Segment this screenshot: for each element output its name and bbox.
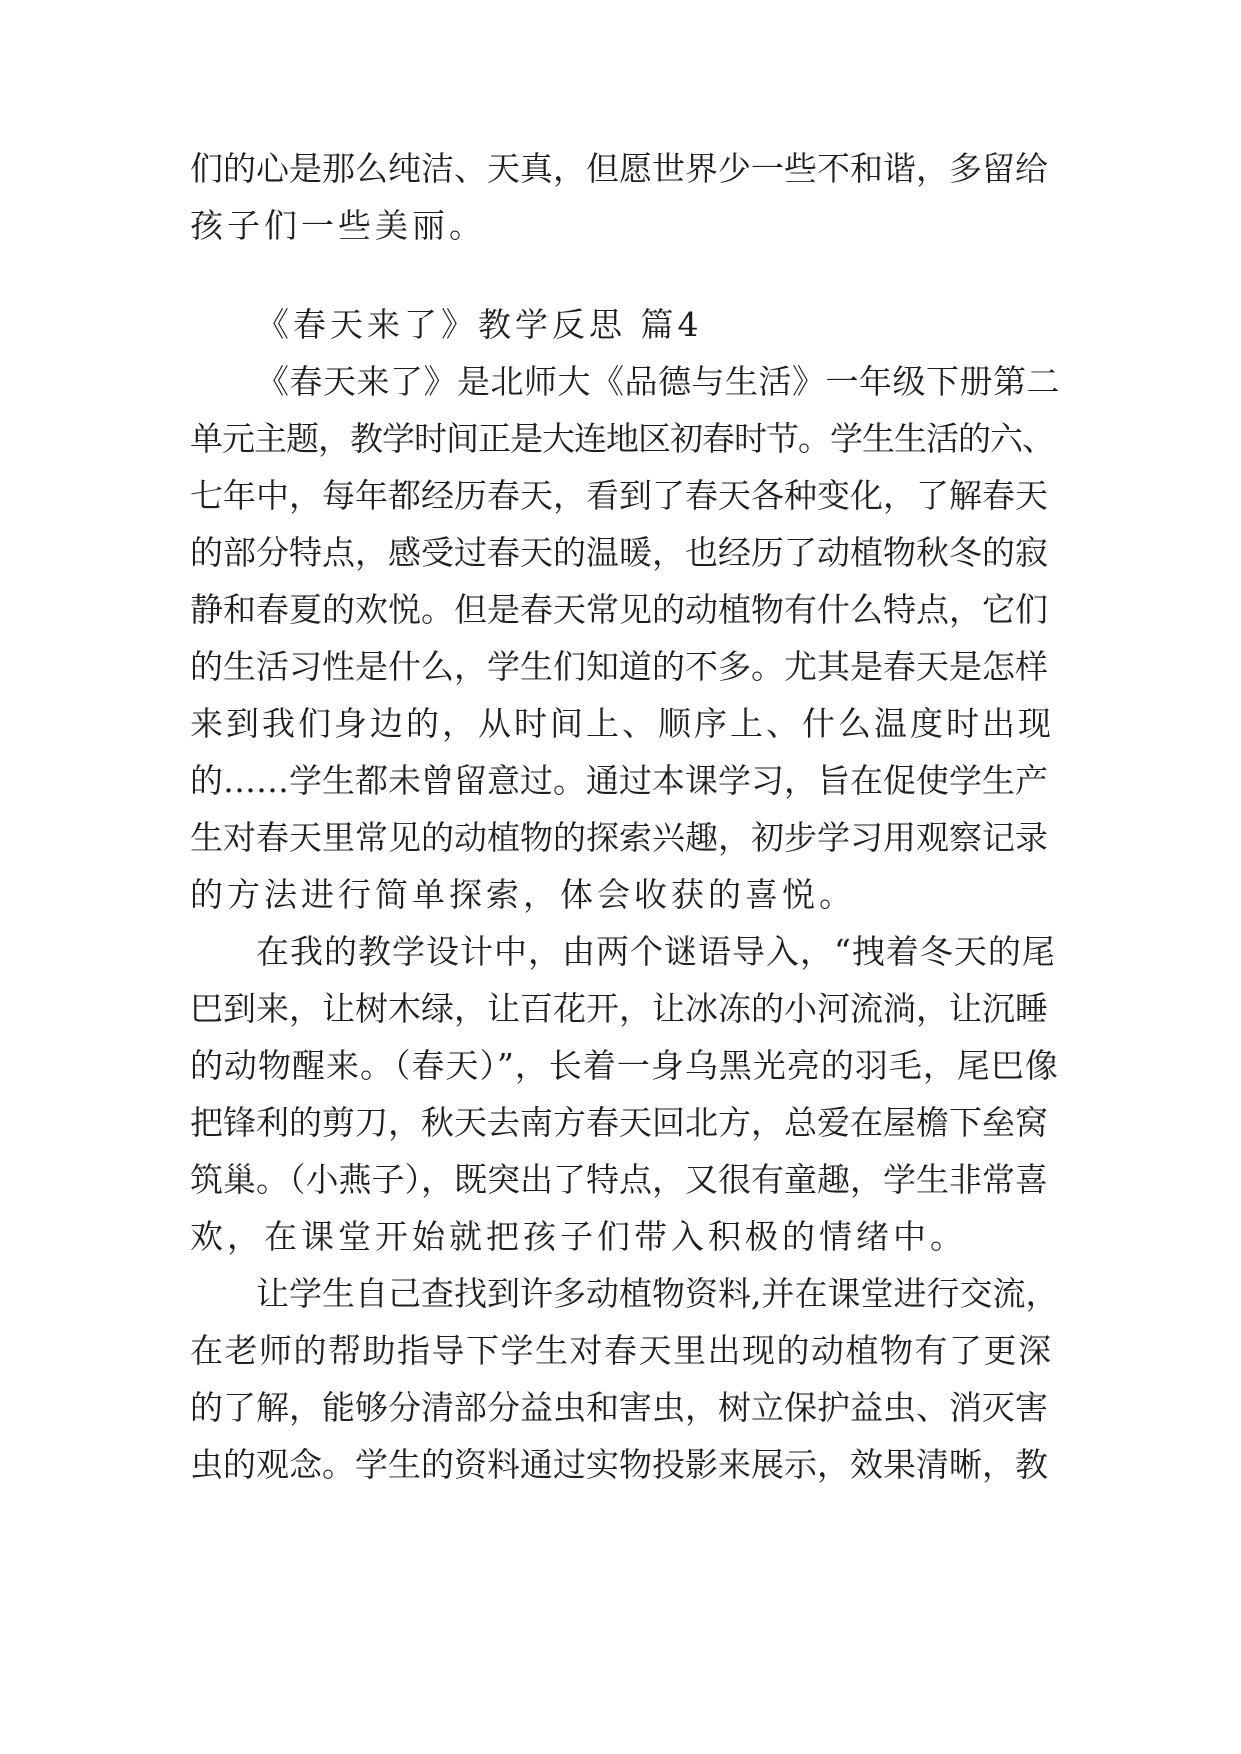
paragraph-line: 欢，在课堂开始就把孩子们带入积极的情绪中。 bbox=[190, 1217, 967, 1256]
paragraph-line: 的……学生都未曾留意过。通过本课学习，旨在促使学生产 bbox=[190, 761, 1048, 800]
paragraph-line: 们的心是那么纯洁、天真，但愿世界少一些不和谐，多留给 bbox=[190, 149, 1048, 188]
paragraph-line: 来到我们身边的，从时间上、顺序上、什么温度时出现 bbox=[190, 704, 1054, 743]
paragraph-line: 《春天来了》是北师大《品德与生活》一年级下册第二 bbox=[256, 362, 1060, 401]
paragraph-line: 静和春夏的欢悦。但是春天常见的动植物有什么特点，它们 bbox=[190, 590, 1048, 629]
section-title: 《春天来了》教学反思 篇4 bbox=[256, 305, 703, 344]
paragraph-line: 的了解，能够分清部分益虫和害虫，树立保护益虫、消灭害 bbox=[190, 1388, 1048, 1427]
paragraph-line: 巴到来，让树木绿，让百花开，让冰冻的小河流淌，让沉睡 bbox=[190, 989, 1048, 1028]
section-title-block bbox=[190, 296, 1060, 353]
paragraph-line: 孩子们一些美丽。 bbox=[190, 206, 486, 245]
paragraph-line: 单元主题，教学时间正是大连地区初春时节。学生生活的六、 bbox=[190, 419, 1054, 458]
paragraph-line: 的部分特点，感受过春天的温暖，也经历了动植物秋冬的寂 bbox=[190, 533, 1048, 572]
paragraph-line: 虫的观念。学生的资料通过实物投影来展示，效果清晰，教 bbox=[190, 1445, 1048, 1484]
paragraph-line: 把锋利的剪刀，秋天去南方春天回北方，总爱在屋檐下垒窝 bbox=[190, 1103, 1048, 1142]
paragraph-line: 生对春天里常见的动植物的探索兴趣，初步学习用观察记录 bbox=[190, 818, 1048, 857]
paragraph-line: 在老师的帮助指导下学生对春天里出现的动植物有了更深 bbox=[190, 1331, 1053, 1370]
paragraph-2 bbox=[190, 923, 1060, 1265]
paragraph-line: 让学生自己查找到许多动植物资料,并在课堂进行交流， bbox=[256, 1274, 1059, 1313]
paragraph-line: 在我的教学设计中，由两个谜语导入，“拽着冬天的尾 bbox=[256, 932, 1056, 971]
paragraph-line: 的生活习性是什么，学生们知道的不多。尤其是春天是怎样 bbox=[190, 647, 1048, 686]
paragraph-line: 的方法进行简单探索，体会收获的喜悦。 bbox=[190, 875, 856, 914]
paragraph-line: 的动物醒来。（春天）”，长着一身乌黑光亮的羽毛，尾巴像 bbox=[190, 1046, 1059, 1085]
paragraph-3 bbox=[190, 1265, 1060, 1493]
paragraph-line: 七年中，每年都经历春天，看到了春天各种变化，了解春天 bbox=[190, 476, 1048, 515]
paragraph-line: 筑巢。（小燕子），既突出了特点，又很有童趣，学生非常喜 bbox=[190, 1160, 1048, 1199]
top-paragraph bbox=[190, 140, 1060, 254]
paragraph-1 bbox=[190, 353, 1060, 923]
